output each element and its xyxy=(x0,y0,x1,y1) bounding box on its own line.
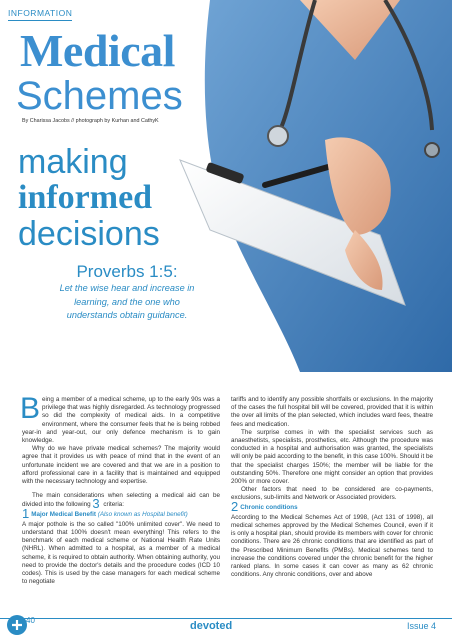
right-paragraph-1: tariffs and to identify any possible shortfalls or exclusions. In the majority of the cases the full hospital bill will be covered, provided that it is within the over all limits of the plan selected, which includes ward fees, theatre fees and medication. xyxy=(231,396,433,428)
paragraph-1: eing a member of a medical scheme, up to the early 90s was a privilege that was highly disregarded. As technology progressed so did the complexity of medical aids. In a competitive environment, where the consumer feels that he is being robbed year-in and year-out, our only defence mechanism is to gain knowledge. xyxy=(22,396,220,445)
subtitle-line-2: informed xyxy=(18,179,153,216)
issue-label: Issue 4 xyxy=(406,621,436,631)
right-paragraph-2: The surprise comes in with the specialist services such as anaesthetists, specialists, prosthetics, etc. Although the procedure was conducted in a hospital and authorisation was granted, the specialists will only be paid according to the benefit, in this case 100%. Should it be that the specialist charges 150%; the member will be liable for the outstanding 50%. Therefore one might consider an option that provides 200% or more cover. xyxy=(231,428,433,486)
quote-text: Let the wise hear and increase in learning, and the one who understands obtain guidance. xyxy=(59,283,195,321)
section-2-heading xyxy=(231,498,433,514)
section-1-text: A major pothole is the so called "100% unlimited cover". We need to understand that 100% doesn't mean everything! This refers to the benchmark of each medical scheme or National Health Rate Units (NHRL). When admitted to a hospital, as a member of a medical scheme, it is required to obtain authority. When obtaining authority, you need to provide the doctor's details and the procedure codes (ICD 10 codes). This is used by the case managers for each medical scheme to negotiate xyxy=(22,520,220,586)
drop-cap: B xyxy=(20,392,41,425)
section-2-title: Chronic conditions xyxy=(240,503,298,511)
article-column-left xyxy=(20,392,220,586)
article-intro xyxy=(20,392,220,445)
title-line-2: Schemes xyxy=(16,74,183,118)
magazine-logo: devoted xyxy=(190,620,233,632)
section-label: INFORMATION xyxy=(8,8,73,18)
section-divider xyxy=(8,20,72,21)
quote-reference: Proverbs 1:5: xyxy=(76,262,178,281)
page-number: 40 xyxy=(26,616,35,625)
title-line-1: Medical xyxy=(20,25,175,76)
paragraph-3-end: criteria: xyxy=(103,501,125,509)
subtitle-line-1: making xyxy=(18,143,128,181)
section-2-text: According to the Medical Schemes Act of 1998, (Act 131 of 1998), all medical schemes approved by the Medical Schemes Council, even if it is only a hospital plan, should provide its members with cover for chronic conditions. There are 26 chronic conditions that are identified as part of the Prescribed Minimum Benefits (PMBs). Medical schemes tend to increase the conditions covered under the chronic benefit for the higher ranked plans. In some cases it can cover as many as 62 chronic conditions. Any chronic conditions, over and above xyxy=(231,513,433,579)
section-1-title: Major Medical Benefit xyxy=(31,510,96,518)
byline: By Charissa Jacobs // photograph by Kurhan and CathyK xyxy=(22,118,159,124)
paragraph-3 xyxy=(22,492,220,512)
paragraph-3-text: The main considerations when selecting a medical aid can be divided into the following xyxy=(22,492,220,509)
subtitle-line-3: decisions xyxy=(18,215,160,253)
paragraph-2: Why do we have private medical schemes? The majority would agree that it provides us with peace of mind that in the event of an unfortunate incident we are covered and that we are in a position to afford professional care in a facility that is maintained and equipped with the necessary technology and expertise. xyxy=(22,445,220,486)
section-2-number: 2 xyxy=(231,498,239,514)
section-1-note: (Also known as Hospital benefit) xyxy=(97,510,188,518)
criteria-count: 3 xyxy=(92,496,100,512)
section-1-number: 1 xyxy=(22,505,30,521)
article-column-right xyxy=(231,396,433,579)
right-paragraph-3: Other factors that need to be considered are co-payments, exclusions, sub-limits and Network or Associated providers. xyxy=(231,486,433,502)
footer-divider xyxy=(0,618,452,619)
